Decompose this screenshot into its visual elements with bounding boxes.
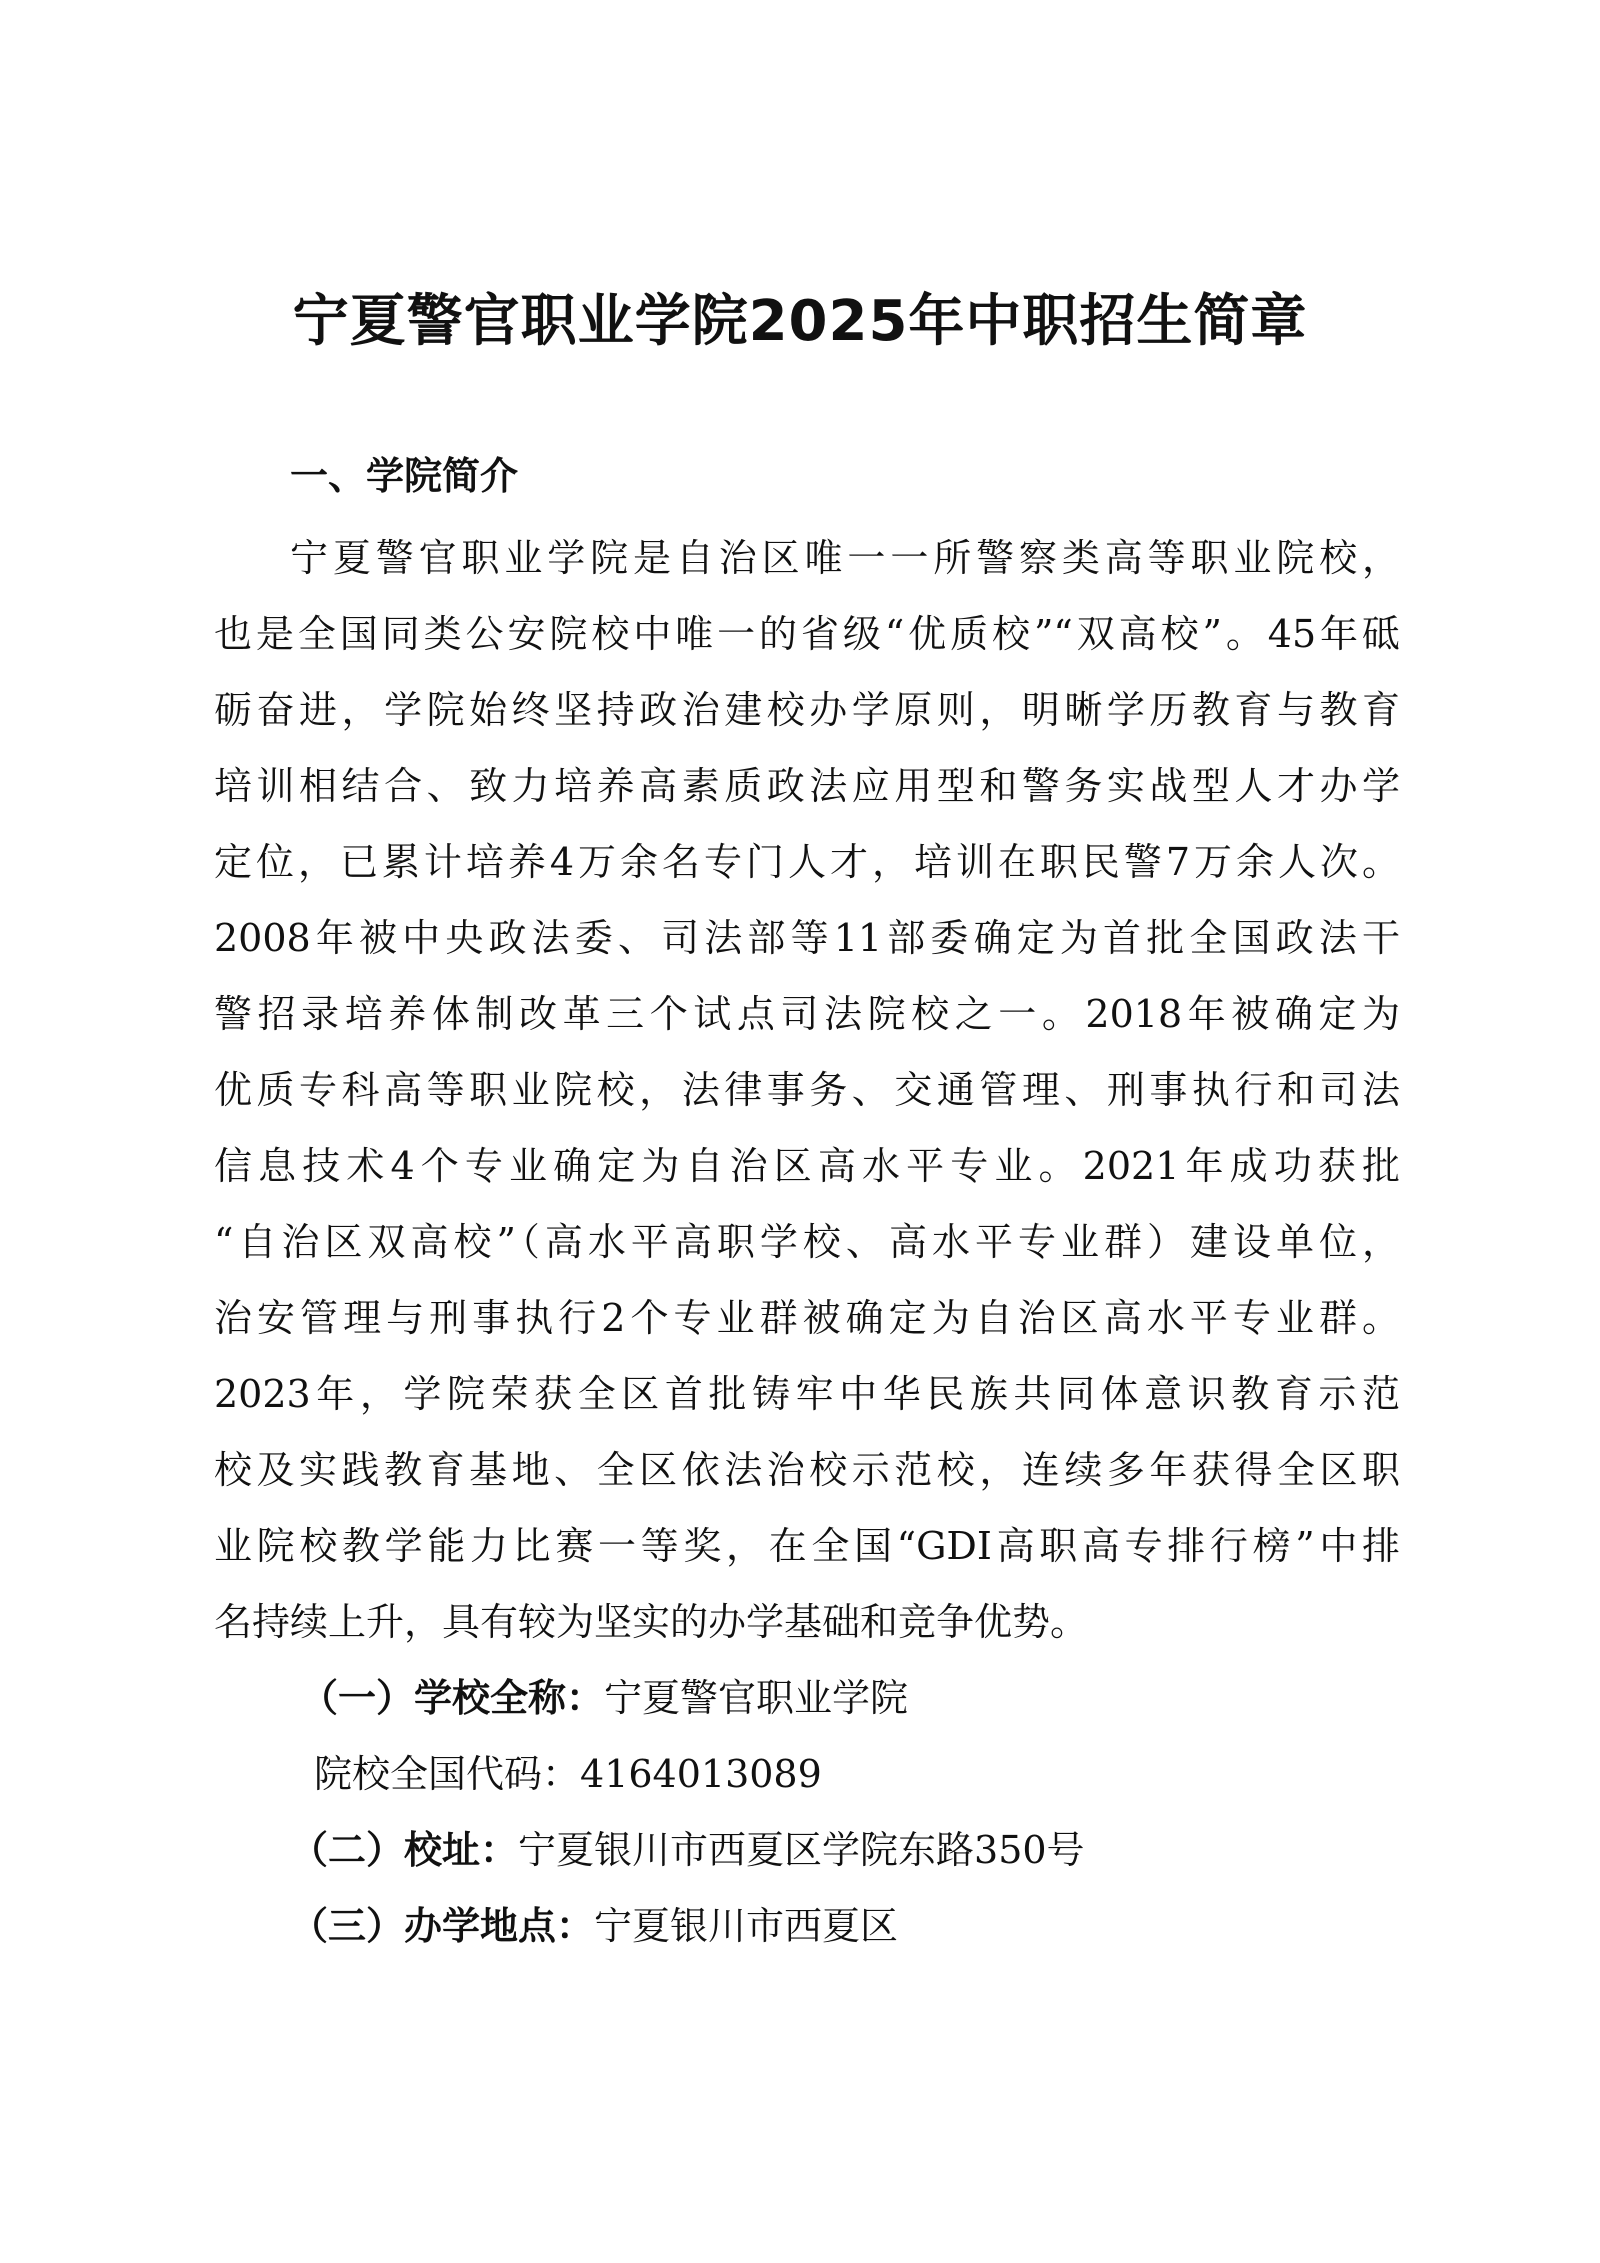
school-code-label: 院校全国代码： xyxy=(314,1752,581,1796)
school-location-label: （三）办学地点： xyxy=(290,1904,595,1948)
document-title: 宁夏警官职业学院2025年中职招生简章 xyxy=(292,289,1308,354)
paragraph-line: 校及实践教育基地、全区依法治校示范校，连续多年获得全区职 xyxy=(214,1448,1400,1492)
paragraph-line: 也是全国同类公安院校中唯一的省级“优质校”“双高校”。45年砥 xyxy=(214,612,1400,656)
school-full-name xyxy=(300,1668,908,1728)
school-code-value: 4164013089 xyxy=(580,1752,822,1796)
paragraph-line: 名持续上升，具有较为坚实的办学基础和竞争优势。 xyxy=(214,1600,1089,1644)
school-address xyxy=(290,1820,1085,1880)
paragraph-line: 宁夏警官职业学院是自治区唯一一所警察类高等职业院校， xyxy=(290,536,1400,580)
paragraph-line: 警招录培养体制改革三个试点司法院校之一。2018年被确定为 xyxy=(214,992,1400,1036)
school-address-label: （二）校址： xyxy=(290,1828,519,1872)
paragraph-line: 培训相结合、致力培养高素质政法应用型和警务实战型人才办学 xyxy=(214,764,1400,808)
school-address-value: 宁夏银川市西夏区学院东路350号 xyxy=(518,1828,1085,1872)
paragraph-line: “自治区双高校”（高水平高职学校、高水平专业群）建设单位， xyxy=(214,1220,1400,1264)
school-location xyxy=(290,1896,898,1956)
school-full-name-label: （一）学校全称： xyxy=(300,1676,605,1720)
paragraph-line: 业院校教学能力比赛一等奖，在全国“GDI高职高专排行榜”中排 xyxy=(214,1524,1400,1568)
school-location-value: 宁夏银川市西夏区 xyxy=(594,1904,899,1948)
paragraph-line: 2008年被中央政法委、司法部等11部委确定为首批全国政法干 xyxy=(214,916,1400,960)
section-heading-intro: 一、学院简介 xyxy=(290,454,519,498)
school-code xyxy=(314,1744,822,1804)
paragraph-line: 优质专科高等职业院校，法律事务、交通管理、刑事执行和司法 xyxy=(214,1068,1400,1112)
paragraph-line: 信息技术4个专业确定为自治区高水平专业。2021年成功获批 xyxy=(214,1144,1400,1188)
school-full-name-value: 宁夏警官职业学院 xyxy=(604,1676,909,1720)
paragraph-line: 定位，已累计培养4万余名专门人才，培训在职民警7万余人次。 xyxy=(214,840,1400,884)
paragraph-line: 砺奋进，学院始终坚持政治建校办学原则，明晰学历教育与教育 xyxy=(214,688,1400,732)
paragraph-line: 治安管理与刑事执行2个专业群被确定为自治区高水平专业群。 xyxy=(214,1296,1400,1340)
paragraph-line: 2023年，学院荣获全区首批铸牢中华民族共同体意识教育示范 xyxy=(214,1372,1400,1416)
